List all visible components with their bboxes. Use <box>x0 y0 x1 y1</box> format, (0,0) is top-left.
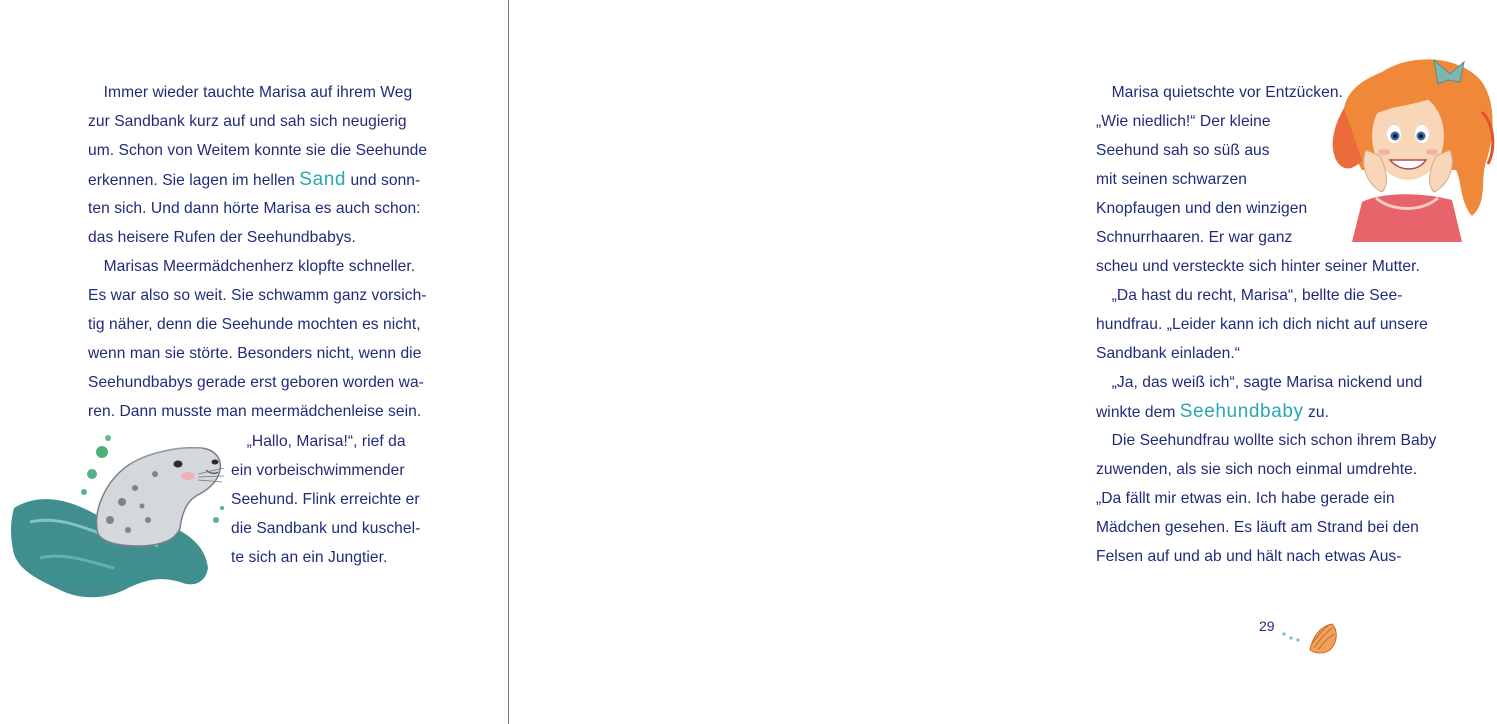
text-segment: mit seinen schwarzen <box>1096 171 1247 188</box>
text-segment: winkte dem <box>1096 404 1180 421</box>
left-page <box>0 0 509 724</box>
text-segment: „Da fällt mir etwas ein. Ich habe gerade ein <box>1096 490 1395 507</box>
text-line: Seehund. Flink erreichte er <box>231 491 420 508</box>
text-segment: Felsen auf und ab und hält nach etwas Aus- <box>1096 548 1402 565</box>
text-segment: Es war also so weit. Sie schwamm ganz vorsich- <box>88 287 427 304</box>
text-segment: erkennen. Sie lagen im hellen <box>88 172 300 189</box>
text-line <box>88 223 427 252</box>
text-line <box>88 194 427 223</box>
text-segment: Seehundbabys gerade erst geboren worden wa- <box>88 374 424 391</box>
text-segment: Sandbank einladen.“ <box>1096 345 1241 362</box>
dress <box>1352 194 1462 242</box>
text-segment: scheu und versteckte sich hinter seiner Mutter. <box>1096 258 1420 275</box>
mermaid-girl-illustration <box>1322 52 1497 242</box>
text-line <box>1096 397 1436 426</box>
text-line <box>88 339 427 368</box>
text-segment: zuwenden, als sie sich noch einmal umdrehte. <box>1096 461 1418 478</box>
left-text-block <box>88 78 427 426</box>
text-line <box>1096 513 1436 542</box>
text-segment: Mädchen gesehen. Es läuft am Strand bei den <box>1096 519 1419 536</box>
highlighted-word: Sand <box>299 169 347 190</box>
text-line <box>88 310 427 339</box>
page-number: 29 <box>1259 618 1275 634</box>
text-segment: das heisere Rufen der Seehundbabys. <box>88 229 356 246</box>
text-segment: Schnurrhaaren. Er war ganz <box>1096 229 1293 246</box>
text-segment: Marisas Meermädchenherz klopfte schneller. <box>88 258 416 275</box>
text-line <box>88 281 427 310</box>
text-line: „Hallo, Marisa!“, rief da <box>231 433 406 450</box>
text-segment: „Da hast du recht, Marisa“, bellte die See- <box>1096 287 1403 304</box>
text-line <box>1096 455 1436 484</box>
text-line <box>88 397 427 426</box>
text-line <box>88 136 427 165</box>
text-line <box>88 252 427 281</box>
text-line <box>88 78 427 107</box>
text-line: ein vorbeischwimmender <box>231 462 405 479</box>
text-segment: Marisa quietschte vor Entzücken. <box>1096 84 1343 101</box>
text-line <box>1096 310 1436 339</box>
text-segment: und sonn- <box>346 172 421 189</box>
text-line <box>88 165 427 194</box>
text-segment: „Ja, das weiß ich“, sagte Marisa nickend und <box>1096 374 1423 391</box>
text-line <box>1096 281 1436 310</box>
text-segment: wenn man sie störte. Besonders nicht, wenn die <box>88 345 422 362</box>
text-line <box>88 107 427 136</box>
text-line <box>1096 252 1436 281</box>
shell-icon <box>1306 620 1340 654</box>
highlighted-word: Seehundbaby <box>1179 401 1304 422</box>
text-line <box>1096 339 1436 368</box>
text-line <box>1096 426 1436 455</box>
left-text-continued <box>231 427 420 572</box>
text-segment: Seehund sah so süß aus <box>1096 142 1270 159</box>
seal-body <box>97 448 221 546</box>
text-segment: ren. Dann musste man meermädchenleise sein. <box>88 403 422 420</box>
text-segment: Die Seehundfrau wollte sich schon ihrem Baby <box>1096 432 1437 449</box>
text-segment: Immer wieder tauchte Marisa auf ihrem Weg <box>88 84 413 101</box>
text-segment: ten sich. Und dann hörte Marisa es auch schon: <box>88 200 421 217</box>
text-segment: zur Sandbank kurz auf und sah sich neugierig <box>88 113 407 130</box>
text-line <box>1096 484 1436 513</box>
text-line <box>1096 542 1436 571</box>
text-segment: um. Schon von Weitem konnte sie die Seehunde <box>88 142 428 159</box>
right-page <box>510 0 1437 724</box>
text-line <box>88 368 427 397</box>
text-segment: tig näher, denn die Seehunde mochten es nicht, <box>88 316 421 333</box>
text-segment: zu. <box>1303 404 1329 421</box>
text-line: die Sandbank und kuschel- <box>231 520 421 537</box>
text-segment: Knopfaugen und den winzigen <box>1096 200 1308 217</box>
text-line: te sich an ein Jungtier. <box>231 549 388 566</box>
seal-illustration <box>10 430 235 610</box>
ornament-dots <box>1280 628 1306 648</box>
text-segment: „Wie niedlich!“ Der kleine <box>1096 113 1271 130</box>
text-segment: hundfrau. „Leider kann ich dich nicht auf unsere <box>1096 316 1428 333</box>
text-line <box>1096 368 1436 397</box>
seal-eye <box>174 461 183 468</box>
